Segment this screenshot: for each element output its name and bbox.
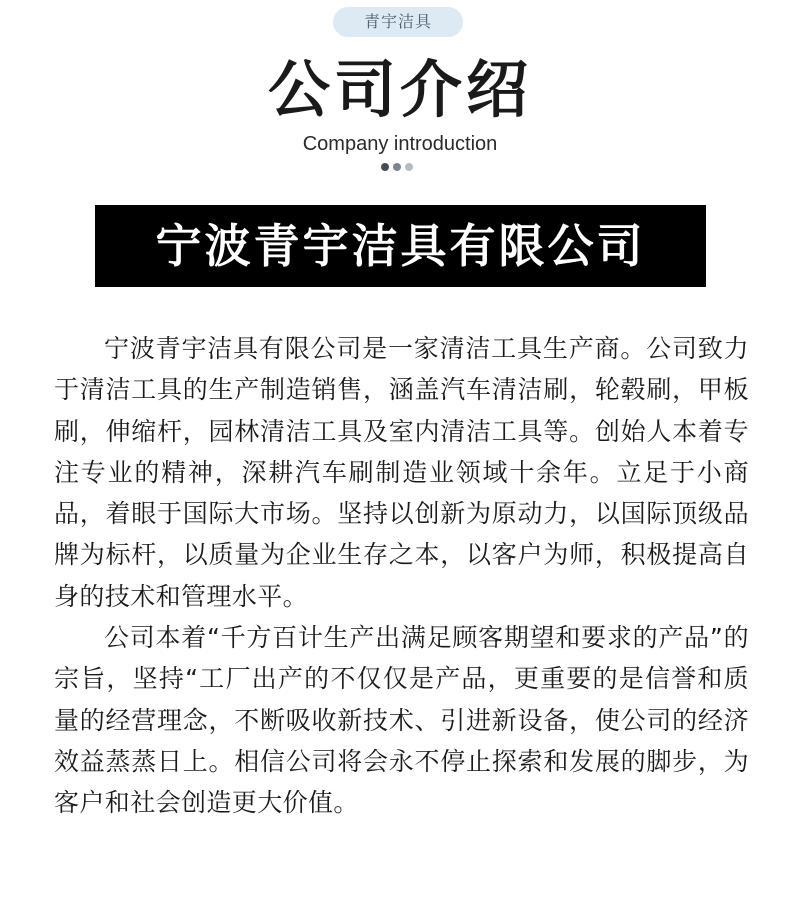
company-name-banner: 宁波青宇洁具有限公司 <box>95 205 706 287</box>
page-subtitle: Company introduction <box>302 133 498 155</box>
dot-icon <box>393 163 401 171</box>
dot-icon <box>381 163 389 171</box>
dot-icon <box>405 163 413 171</box>
intro-paragraph: 公司本着“千方百计生产出满足顾客期望和要求的产品”的宗旨，坚持“工厂出产的不仅仅是产品，更重要的是信誉和质量的经营理念，不断吸收新技术、引进新设备，使公司的经济效益蒸蒸日上。相信公司将会永不停止探索和发展的脚步，为客户和社会创造更大价值。 <box>54 623 749 818</box>
company-introduction-text <box>54 328 749 824</box>
decorative-dots <box>381 163 421 173</box>
brand-tag: 青宇洁具 <box>333 7 463 37</box>
intro-paragraph: 宁波青宇洁具有限公司是一家清洁工具生产商。公司致力于清洁工具的生产制造销售，涵盖汽车清洁刷，轮毂刷，甲板刷，伸缩杆，园林清洁工具及室内清洁工具等。创始人本着专注专业的精神，深耕汽车刷制造业领域十余年。立足于小商品，着眼于国际大市场。坚持以创新为原动力，以国际顶级品牌为标杆，以质量为企业生存之本，以客户为师，积极提高自身的技术和管理水平。 <box>54 334 749 611</box>
page-title: 公司介绍 <box>267 53 532 126</box>
